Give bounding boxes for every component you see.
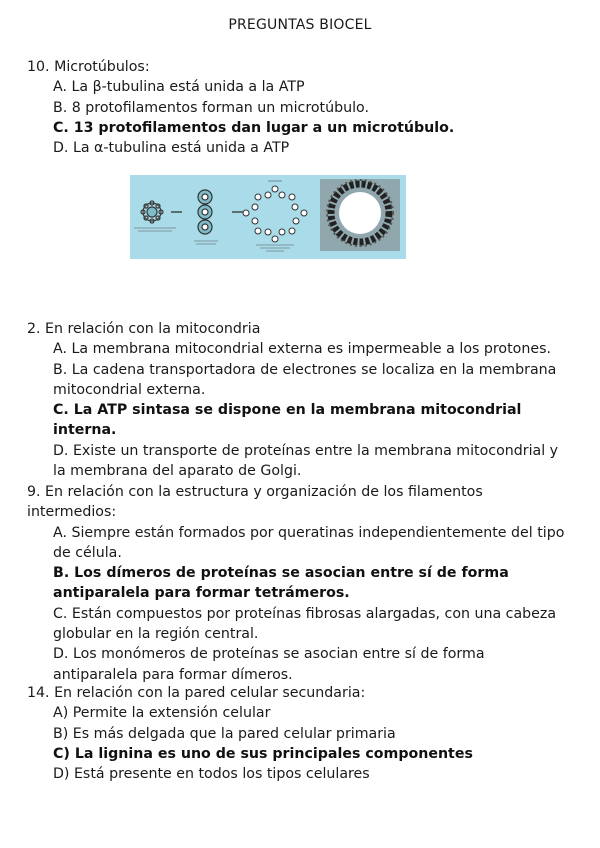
option-a: A. La membrana mitocondrial externa es impermeable a los protones.: [53, 341, 551, 358]
option-c: C. Están compuestos por proteínas fibrosas alargadas, con una cabeza globular en la región central.: [53, 605, 557, 643]
question-14: [27, 683, 572, 784]
question-stem: 9. En relación con la estructura y organización de los filamentos intermedios:: [27, 484, 483, 521]
question-stem: 10. Microtúbulos:: [27, 59, 150, 75]
option-b: B. 8 protofilamentos forman un microtúbulo.: [53, 99, 369, 116]
option-b-correct: B. Los dímeros de proteínas se asocian entre sí de forma antiparalela para formar tetrámeros.: [53, 565, 509, 602]
option-a: A. Siempre están formados por queratinas independientemente del tipo de célula.: [53, 524, 565, 561]
option-b: B) Es más delgada que la pared celular primaria: [53, 725, 396, 742]
option-d: D. La α-tubulina está unida a ATP: [53, 140, 290, 157]
option-c-correct: C) La lignina es uno de sus principales componentes: [53, 745, 473, 762]
option-c-correct: C. La ATP sintasa se dispone en la membrana mitocondrial interna.: [53, 402, 522, 439]
filament-star-diagram-icon: [243, 186, 307, 242]
option-a: A. La β-tubulina está unida a la ATP: [53, 79, 305, 96]
option-b: B. La cadena transportadora de electrones se localiza en la membrana mitocondrial externa.: [53, 361, 557, 398]
question-stem: 2. En relación con la mitocondria: [27, 321, 261, 337]
question-stem: 14. En relación con la pared celular secundaria:: [27, 685, 366, 701]
option-d: D. Existe un transporte de proteínas entre la membrana mitocondrial y la membrana del aparato de Golgi.: [53, 442, 559, 480]
doublet-stack-icon: [198, 190, 212, 234]
question-10: [27, 57, 572, 158]
micrograph-ring-image: [320, 179, 400, 251]
microtubule-ring-icon: [141, 201, 163, 223]
option-a: A) Permite la extensión celular: [53, 705, 271, 722]
page-title: PREGUNTAS BIOCEL: [228, 17, 372, 33]
question-2: [27, 319, 572, 481]
question-9: [27, 482, 572, 685]
option-d: D. Los monómeros de proteínas se asocian entre sí de forma antiparalela para formar dímeros.: [53, 646, 485, 683]
caption-scribble-1: [134, 228, 176, 231]
microtubule-diagram-image: [130, 175, 406, 259]
option-d: D) Está presente en todos los tipos celulares: [53, 766, 370, 783]
option-c-correct: C. 13 protofilamentos dan lugar a un microtúbulo.: [53, 119, 455, 136]
